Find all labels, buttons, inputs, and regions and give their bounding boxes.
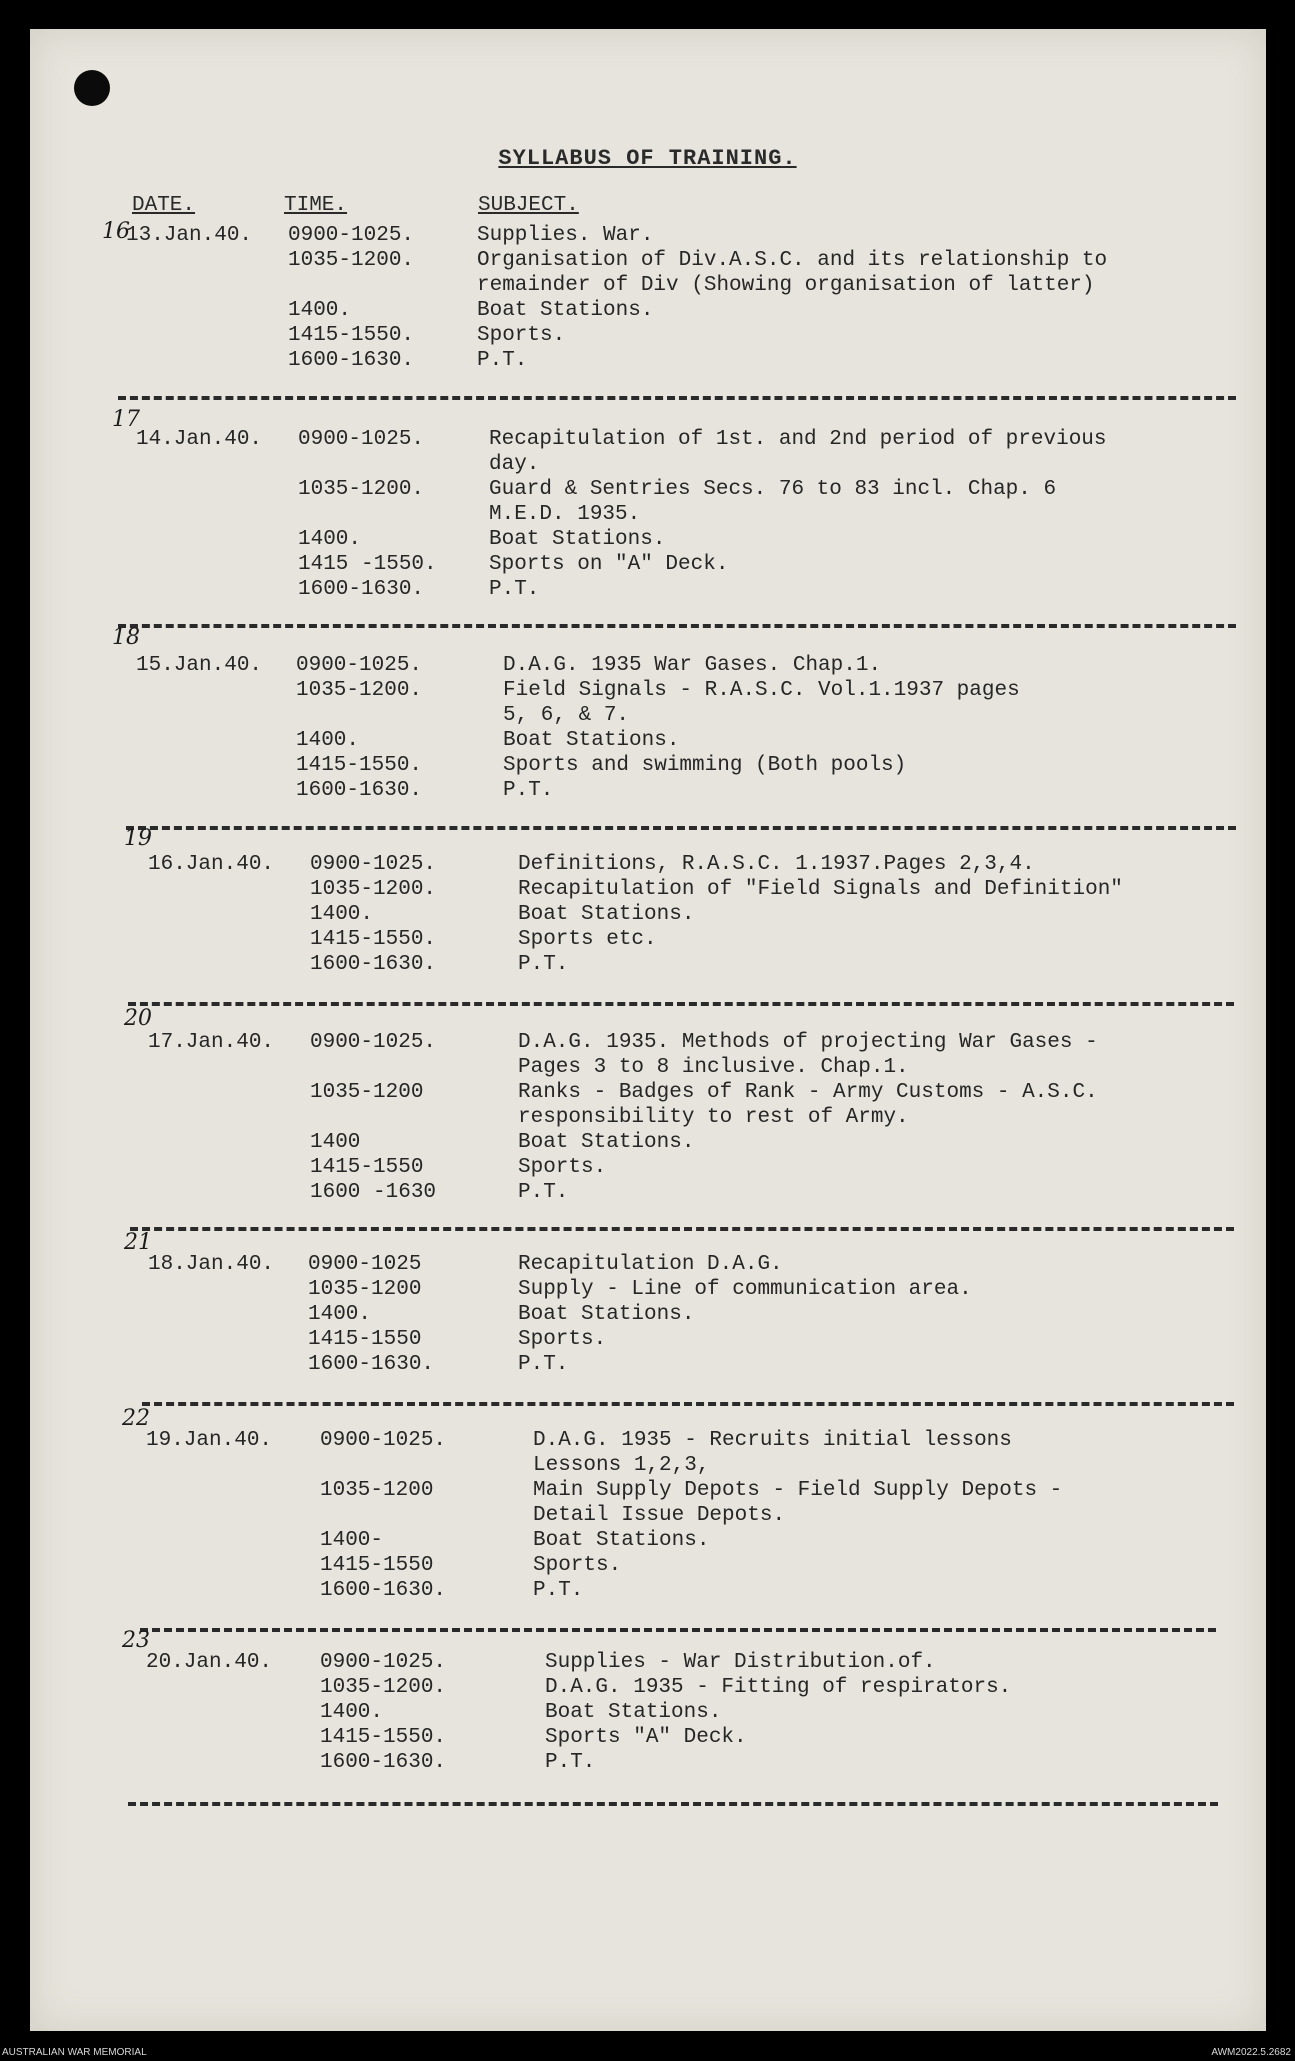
time-slot: 1415-1550. [310,928,437,951]
time-slot [296,703,422,728]
time-slot: 1035-1200. [298,478,425,501]
time-slot: 1600-1630. [296,779,423,802]
entry-date: 16.Jan.40. [148,853,275,876]
entry-times [296,653,422,803]
subject-line: responsibility to rest of Army. [518,1106,909,1129]
dashed-separator [142,1402,1234,1406]
time-slot: 1035-1200. [320,1676,447,1699]
time-slot: 1400. [288,299,352,322]
time-slot: 1415-1550. [288,324,415,347]
handwritten-date-correction: 19 [124,826,152,851]
time-slot [320,1453,446,1478]
subject-line: Main Supply Depots - Field Supply Depots - [533,1479,1063,1502]
entry-subjects [518,852,1123,977]
subject-line: P.T. [477,349,528,372]
entry-subjects [477,223,1107,373]
entry-times [310,1030,436,1205]
entry-times [298,427,437,602]
punch-hole [74,70,110,106]
subject-line: Boat Stations. [477,299,654,322]
subject-line: Boat Stations. [518,903,695,926]
subject-line: Boat Stations. [518,1303,695,1326]
time-slot: 1035-1200. [296,679,423,702]
subject-line: Ranks - Badges of Rank - Army Customs - A.S.C. [518,1081,1098,1104]
time-slot [320,1503,446,1528]
handwritten-date-correction: 23 [122,1628,150,1653]
subject-line: 5, 6, & 7. [503,704,630,727]
time-slot: 1415-1550 [308,1328,422,1351]
entry-subjects [518,1030,1098,1205]
time-slot: 1600-1630. [298,578,425,601]
dashed-separator [118,396,1236,400]
subject-line: Sports. [477,324,566,347]
subject-line: Sports etc. [518,928,657,951]
entry-date: 15.Jan.40. [136,654,263,677]
time-slot: 1035-1200. [288,249,415,272]
subject-line: P.T. [545,1751,596,1774]
time-slot: 1400. [298,528,362,551]
subject-line: Sports. [518,1156,607,1179]
time-slot: 1400. [308,1303,372,1326]
dashed-separator [128,1002,1234,1006]
time-slot: 1600-1630. [308,1353,435,1376]
handwritten-date-correction: 17 [112,407,140,432]
entry-date: 19.Jan.40. [146,1429,273,1452]
subject-line: Boat Stations. [545,1701,722,1724]
subject-line: P.T. [518,1181,569,1204]
subject-line: Recapitulation of 1st. and 2nd period of previous [489,428,1107,451]
entry-subjects [503,653,1020,803]
subject-line: Recapitulation of "Field Signals and Definition" [518,878,1123,901]
entry-date: 17.Jan.40. [148,1031,275,1054]
time-slot: 1400- [320,1529,384,1552]
time-slot: 1035-1200 [320,1479,434,1502]
subject-line: Supplies - War Distribution.of. [545,1651,936,1674]
subject-line: D.A.G. 1935 - Fitting of respirators. [545,1676,1012,1699]
time-slot: 1600 -1630 [310,1181,437,1204]
time-slot: 1600-1630. [320,1579,447,1602]
subject-line: P.T. [489,578,540,601]
dashed-separator [126,826,1236,830]
handwritten-date-correction: 20 [124,1006,152,1031]
subject-line: Sports on "A" Deck. [489,553,729,576]
entry-times [288,223,414,373]
time-slot: 0900-1025. [320,1651,447,1674]
handwritten-date-correction: 18 [112,625,140,650]
document-title: SYLLABUS OF TRAINING. [498,146,797,171]
subject-line: Guard & Sentries Secs. 76 to 83 incl. Chap. 6 [489,478,1057,501]
subject-line: remainder of Div (Showing organisation of latter) [477,274,1095,297]
subject-line: M.E.D. 1935. [489,503,641,526]
time-slot [298,452,437,477]
time-slot: 1600-1630. [320,1751,447,1774]
subject-line: Sports. [518,1328,607,1351]
time-slot: 0900-1025. [298,428,425,451]
subject-line: Detail Issue Depots. [533,1504,786,1527]
handwritten-date-correction: 16 [102,219,130,244]
dashed-separator [128,1802,1218,1806]
entry-subjects [518,1252,972,1377]
subject-line: Recapitulation D.A.G. [518,1253,783,1276]
time-slot: 0900-1025. [320,1429,447,1452]
time-slot [298,502,437,527]
time-slot: 1035-1200. [310,878,437,901]
entry-date: 13.Jan.40. [126,224,253,247]
subject-line: P.T. [503,779,554,802]
entry-times [310,852,436,977]
entry-date: 14.Jan.40. [136,428,263,451]
time-slot: 1035-1200 [310,1081,424,1104]
time-slot: 1415-1550. [296,754,423,777]
subject-line: Pages 3 to 8 inclusive. Chap.1. [518,1056,909,1079]
handwritten-date-correction: 21 [124,1230,152,1255]
time-slot [310,1055,436,1080]
subject-line: Boat Stations. [503,729,680,752]
time-slot: 0900-1025. [288,224,415,247]
time-slot: 0900-1025. [296,654,423,677]
handwritten-date-correction: 22 [122,1406,150,1431]
footer-accession-number: AWM2022.5.2682 [1211,2047,1291,2058]
dashed-separator [140,1628,1216,1632]
subject-line: Boat Stations. [518,1131,695,1154]
subject-line: P.T. [533,1579,584,1602]
column-header-subject: SUBJECT. [478,194,579,217]
time-slot: 1415-1550. [320,1726,447,1749]
time-slot [288,273,414,298]
time-slot: 1400. [296,729,360,752]
subject-line: D.A.G. 1935. Methods of projecting War Gases - [518,1031,1098,1054]
time-slot: 1400. [320,1701,384,1724]
subject-line: Organisation of Div.A.S.C. and its relationship to [477,249,1108,272]
subject-line: Boat Stations. [533,1529,710,1552]
footer-institution: AUSTRALIAN WAR MEMORIAL [2,2047,147,2058]
subject-line: Supply - Line of communication area. [518,1278,972,1301]
subject-line: Supplies. War. [477,224,654,247]
entry-subjects [489,427,1107,602]
subject-line: day. [489,453,540,476]
subject-line: P.T. [518,953,569,976]
dashed-separator [118,624,1236,628]
subject-line: Sports and swimming (Both pools) [503,754,907,777]
entry-subjects [533,1428,1062,1603]
subject-line: Sports. [533,1554,622,1577]
column-header-date: DATE. [132,194,196,217]
time-slot: 1600-1630. [310,953,437,976]
subject-line: P.T. [518,1353,569,1376]
time-slot: 1400 [310,1131,361,1154]
time-slot [310,1105,436,1130]
time-slot: 0900-1025. [310,1031,437,1054]
column-header-time: TIME. [284,194,348,217]
time-slot: 1415-1550 [310,1156,424,1179]
entry-times [320,1650,446,1775]
entry-date: 20.Jan.40. [146,1651,273,1674]
time-slot: 0900-1025 [308,1253,422,1276]
time-slot: 0900-1025. [310,853,437,876]
subject-line: D.A.G. 1935 War Gases. Chap.1. [503,654,882,677]
subject-line: Definitions, R.A.S.C. 1.1937.Pages 2,3,4. [518,853,1035,876]
subject-line: Field Signals - R.A.S.C. Vol.1.1937 pages [503,679,1020,702]
subject-line: D.A.G. 1935 - Recruits initial lessons [533,1429,1012,1452]
dashed-separator [130,1227,1234,1231]
time-slot: 1415 -1550. [298,553,437,576]
entry-date: 18.Jan.40. [148,1253,275,1276]
entry-times [320,1428,446,1603]
entry-subjects [545,1650,1011,1775]
subject-line: Sports "A" Deck. [545,1726,747,1749]
time-slot: 1415-1550 [320,1554,434,1577]
subject-line: Lessons 1,2,3, [533,1454,710,1477]
time-slot: 1035-1200 [308,1278,422,1301]
time-slot: 1400. [310,903,374,926]
subject-line: Boat Stations. [489,528,666,551]
entry-times [308,1252,434,1377]
time-slot: 1600-1630. [288,349,415,372]
